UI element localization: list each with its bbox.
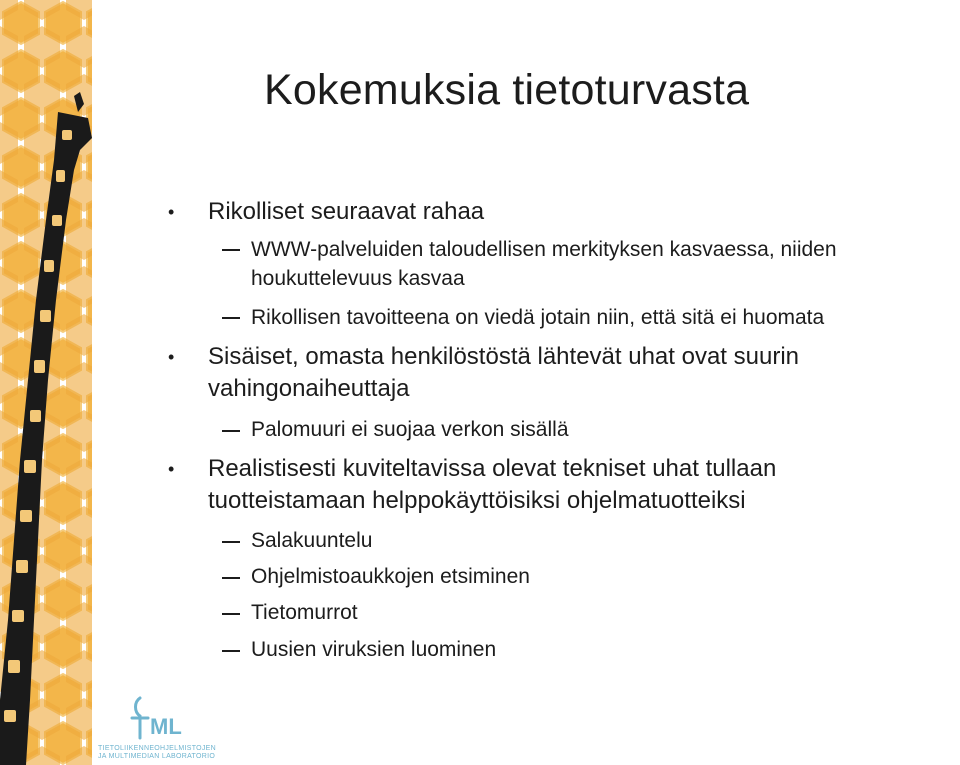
bullet-text: Realistisesti kuviteltavissa olevat tekniset uhat tullaan bbox=[208, 455, 777, 482]
dash-marker bbox=[222, 541, 240, 543]
lab-logo-mark bbox=[98, 692, 228, 744]
dash-marker bbox=[222, 317, 240, 319]
subitem-text: Rikollisen tavoitteena on viedä jotain niin, että sitä ei huomata bbox=[251, 306, 825, 329]
bullet-text: Sisäiset, omasta henkilöstöstä lähtevät uhat ovat suurin bbox=[208, 343, 799, 370]
subitem-text: Ohjelmistoaukkojen etsiminen bbox=[251, 565, 530, 588]
bullet-marker: • bbox=[168, 459, 175, 479]
bullet-text: vahingonaiheuttaja bbox=[208, 375, 410, 402]
dash-marker bbox=[222, 650, 240, 652]
dash-marker bbox=[222, 577, 240, 579]
dash-marker bbox=[222, 613, 240, 615]
subitem-text: Tietomurrot bbox=[251, 601, 358, 624]
logo-caption-line: TIETOLIIKENNEOHJELMISTOJEN bbox=[98, 745, 217, 752]
bullet-text: Rikolliset seuraavat rahaa bbox=[208, 198, 485, 225]
subitem-text: WWW-palveluiden taloudellisen merkityksen kasvaessa, niiden bbox=[251, 238, 837, 261]
bullet-marker: • bbox=[168, 202, 175, 222]
bullet-marker: • bbox=[168, 347, 175, 367]
subitem-text: Uusien viruksien luominen bbox=[251, 638, 497, 661]
slide-title: Kokemuksia tietoturvasta bbox=[264, 66, 750, 114]
subitem-text: houkuttelevuus kasvaa bbox=[251, 267, 465, 290]
dash-marker bbox=[222, 249, 240, 251]
subitem-text: Salakuuntelu bbox=[251, 529, 373, 552]
logo-caption-line: JA MULTIMEDIAN LABORATORIO bbox=[98, 753, 216, 760]
bullet-text: tuotteistamaan helppokäyttöisiksi ohjelmatuotteiksi bbox=[208, 487, 746, 514]
lab-logo-caption bbox=[98, 745, 216, 761]
logo-mark-text: ML bbox=[150, 714, 182, 739]
dash-marker bbox=[222, 430, 240, 432]
subitem-text: Palomuuri ei suojaa verkon sisällä bbox=[251, 418, 569, 441]
